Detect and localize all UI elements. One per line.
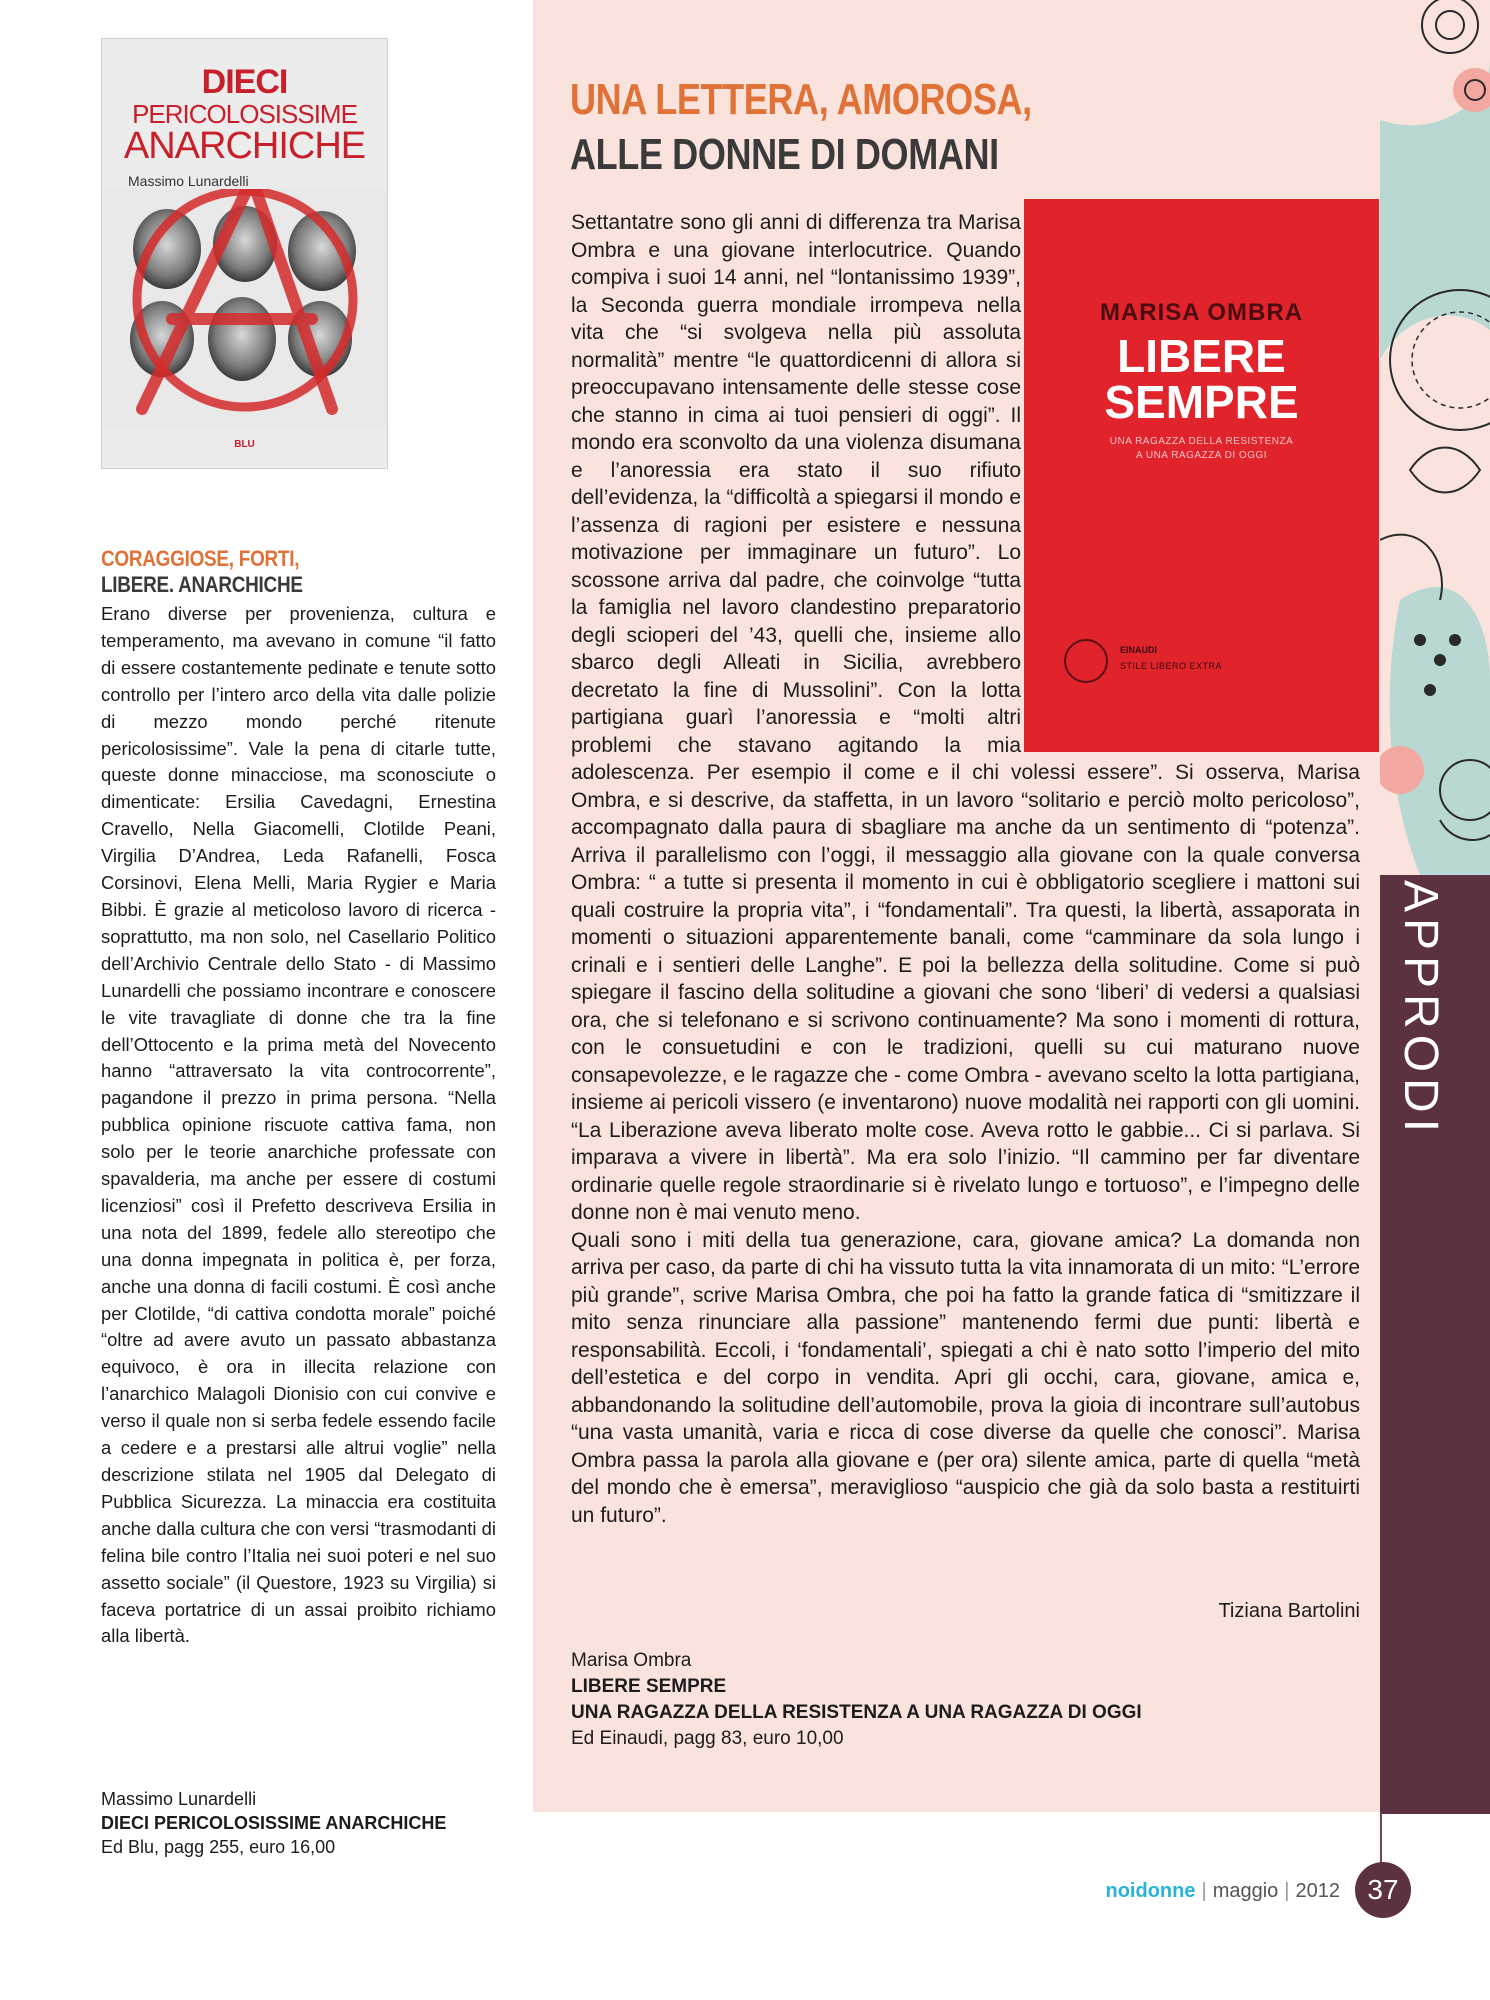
right-credit-title: LIBERE SEMPRE bbox=[571, 1676, 727, 1697]
footer-separator-1: | bbox=[1201, 1880, 1207, 1902]
cover-title-line3: ANARCHICHE bbox=[123, 125, 366, 167]
right-article-heading bbox=[570, 72, 1144, 182]
right-credit-author: Marisa Ombra bbox=[571, 1650, 692, 1671]
right-heading-line1: UNA LETTERA, AMOROSA, bbox=[570, 75, 1032, 124]
cover2-publisher: EINAUDI bbox=[1120, 645, 1158, 655]
cover-author: Massimo Lunardelli bbox=[128, 173, 249, 189]
left-credit-info: Ed Blu, pagg 255, euro 16,00 bbox=[101, 1837, 336, 1857]
right-credit-info: Ed Einaudi, pagg 83, euro 10,00 bbox=[571, 1728, 844, 1749]
section-label bbox=[1392, 880, 1452, 1180]
left-credit-title: DIECI PERICOLOSISSIME ANARCHICHE bbox=[101, 1813, 447, 1833]
footer-issue: maggio bbox=[1212, 1880, 1279, 1902]
right-book-credit bbox=[571, 1648, 1360, 1752]
right-paragraph-1: Settantatre sono gli anni di differenza tra Marisa Ombra e una giovane interlocutrice. Quando compiva i suoi 14 anni, nel “lontanissimo 1939”, la Seconda guerra mondiale irrompeva nella vita che “si svolgeva nella più assoluta normalità” mentre “le quattordicenni di allora si preoccupavano intensamente delle stesse cose che stanno in cima ai tuoi pensieri di oggi”. Il mondo era sconvolto da una violenza disumana e l’anoressia era stato il suo rifiuto dell’evidenza, la “difficoltà a spiegarsi il mondo e l’assenza di ragioni per esistere e nessuna motivazione per immaginare un futuro”. Lo scossone arriva dal padre, che coinvolge “tutta la famiglia nel lavoro clandestino preparatorio degli scioperi del ’43, quelli che, insieme allo sbarco degli Alleati in Sicilia, avrebbero decretato la fine di Mussolini”. Con la lotta partigiana guarì l’anoressia e “molti altri problemi che stavano agitando la mia adolescenza. Per esempio il come e il chi volessi essere”. Si osserva, Marisa Ombra, e si descrive, da staffetta, in un lavoro “solitario e perciò molto pericoloso”, accompagnato dalla paura di sbagliare ma anche da un sentimento di “potenza”. Arriva il parallelismo con l’oggi, il messaggio alla giovane con la quale conversa Ombra: “ a tutte si presenta il momento in cui è obbligatorio scegliere i mattoni sui quali costruire la propria vita”, i “fondamentali”. Tra questi, la libertà, assaporata in momenti o situazioni apparentemente banali, come “camminare da sola lungo i crinali e i sentieri delle Langhe”. E poi la bellezza della solitudine. Come si può spiegare il fascino della solitudine a giovani che sono ‘liberi’ di vedersi a qualsiasi ora, che si telefonano e si scrivono continuamente? Ma sono i momenti di rottura, con le consuetudini e con le tradizioni, quelli su cui maturano nuove consapevolezze, e le ragazze che - come Ombra - avevano scelto la lotta partigiana, insieme ai pericoli vissero (e inventarono) nuove modalità nei rapporti con gli uomini. “La Liberazione aveva liberato molte cose. Aveva rotto le gabbie... Ci si parlava. Si imparava a vivere in libertà”. Ma era solo l’inizio. “Il cammino per far diventare ordinarie quelle regole straordinarie si è rivelato lungo e tortuoso”, e l’impegno delle donne non è mai venuto meno. bbox=[571, 211, 1360, 1224]
cover2-title-line2: SEMPRE bbox=[1104, 376, 1299, 428]
left-heading-line2: LIBERE. ANARCHICHE bbox=[101, 572, 303, 597]
page-number-badge: 37 bbox=[1355, 1862, 1411, 1918]
cover-title-line2: PERICOLOSISSIME bbox=[132, 99, 357, 129]
cover2-author: MARISA OMBRA bbox=[1099, 299, 1304, 326]
left-article-heading bbox=[101, 546, 376, 598]
footer-brand: noidonne bbox=[1105, 1880, 1196, 1902]
left-heading-line1: CORAGGIOSE, FORTI, bbox=[101, 546, 300, 571]
right-paragraph-2: Quali sono i miti della tua generazione, cara, giovane amica? La domanda non arriva per caso, da parte di chi ha vissuto tutta la vita innamorata di un mito: “L’errore più grande”, scrive Marisa Ombra, che poi ha fatto la grande fatica di “smitizzare il mito senza rinunciare alla passione” mantenendo fermi due punti: libertà e responsabilità. Eccoli, i ‘fondamentali’, spiegati a chi è nato sotto l’imperio del mito dell’estetica e del corpo in vendita. Apri gli occhi, cara, giovane, amica e, abbandonando la solitudine dell’automobile, prova la gioia di incontrare sull’autobus “una vasta umanità, varia e ricca di cose diverse da quelle che conosci”. Marisa Ombra passa la parola alla giovane e (per ora) silente amica, parte di quella “metà del mondo che è emersa”, meraviglioso “auspicio che già da solo basta a restituirti un futuro”. bbox=[571, 1228, 1360, 1527]
cover-portraits-anarchy-symbol bbox=[102, 189, 388, 429]
section-label-text: APPRODI bbox=[1394, 880, 1447, 1139]
article-signature: Tiziana Bartolini bbox=[1218, 1600, 1360, 1622]
cover2-title-line1: LIBERE bbox=[1117, 330, 1286, 382]
page-footer bbox=[1080, 1880, 1340, 1903]
cover-title-line1: DIECI bbox=[201, 63, 288, 101]
cover2-subtitle-line1: UNA RAGAZZA DELLA RESISTENZA bbox=[1109, 436, 1294, 447]
cover-publisher-mark: BLU bbox=[234, 439, 255, 450]
right-credit-subtitle: UNA RAGAZZA DELLA RESISTENZA A UNA RAGAZZA DI OGGI bbox=[571, 1702, 1142, 1723]
footer-separator-2: | bbox=[1284, 1880, 1290, 1902]
footer-year: 2012 bbox=[1295, 1880, 1340, 1902]
left-book-credit bbox=[101, 1787, 491, 1859]
floral-decoration bbox=[1380, 0, 1490, 875]
cover2-subtitle bbox=[1024, 435, 1379, 463]
book-cover-libere-sempre bbox=[1024, 199, 1379, 752]
left-credit-author: Massimo Lunardelli bbox=[101, 1789, 257, 1809]
cover2-title bbox=[1024, 330, 1379, 428]
publisher-seal-icon bbox=[1064, 639, 1108, 683]
book-cover-dieci-pericolosissime-anarchiche bbox=[101, 38, 388, 469]
cover2-subtitle-line2: A UNA RAGAZZA DI OGGI bbox=[1135, 450, 1268, 461]
left-article-body: Erano diverse per provenienza, cultura e temperamento, ma avevano in comune “il fatto di essere costantemente pedinate e tenute sotto controllo per l’intero arco della vita dalle polizie di mezzo mondo perché ritenute pericolosissime”. Vale la pena di citarle tutte, queste donne minacciose, ma sconosciute o dimenticate: Ersilia Cavedagni, Ernestina Cravello, Nella Giacomelli, Clotilde Peani, Virgilia D’Andrea, Leda Rafanelli, Fosca Corsinovi, Elena Melli, Maria Rygier e Maria Bibbi. È grazie al meticoloso lavoro di ricerca - soprattutto, ma non solo, nel Casellario Politico dell’Archivio Centrale dello Stato - di Massimo Lunardelli che possiamo incontrare e conoscere le vite travagliate di donne che tra la fine dell’Ottocento e la prima metà del Novecento hanno “attraversato la vita controcorrente”, pagandone il prezzo in prima persona. “Nella pubblica opinione riscuote cattiva fama, non solo per le teorie anarchiche professate con spavalderia, ma anche per essere di costumi licenziosi” così il Prefetto descriveva Ersilia in una nota del 1899, fedele allo stereotipo che una donna impegnata in politica è, per forza, anche una donna di facili costumi. È così anche per Clotilde, “di cattiva condotta morale” poiché “oltre ad avere avuto un passato abbastanza equivoco, è ora in illecita relazione con l’anarchico Malagoli Dionisio con cui convive e verso il quale non si serba fedele essendo facile a cedere e a prestarsi alle altrui voglie” nella descrizione stilata nel 1905 dal Delegato di Pubblica Sicurezza. La minaccia era costituita anche dalla cultura che con versi “trasmodanti di felina bile contro l’Italia nei suoi poteri e nel suo assetto sociale” (il Questore, 1923 su Virgilia) si faceva portatrice di un assai proibito richiamo alla libertà. bbox=[101, 603, 496, 1647]
right-heading-line2: ALLE DONNE DI DOMANI bbox=[570, 130, 999, 179]
cover2-series: STILE LIBERO EXTRA bbox=[1120, 661, 1223, 671]
